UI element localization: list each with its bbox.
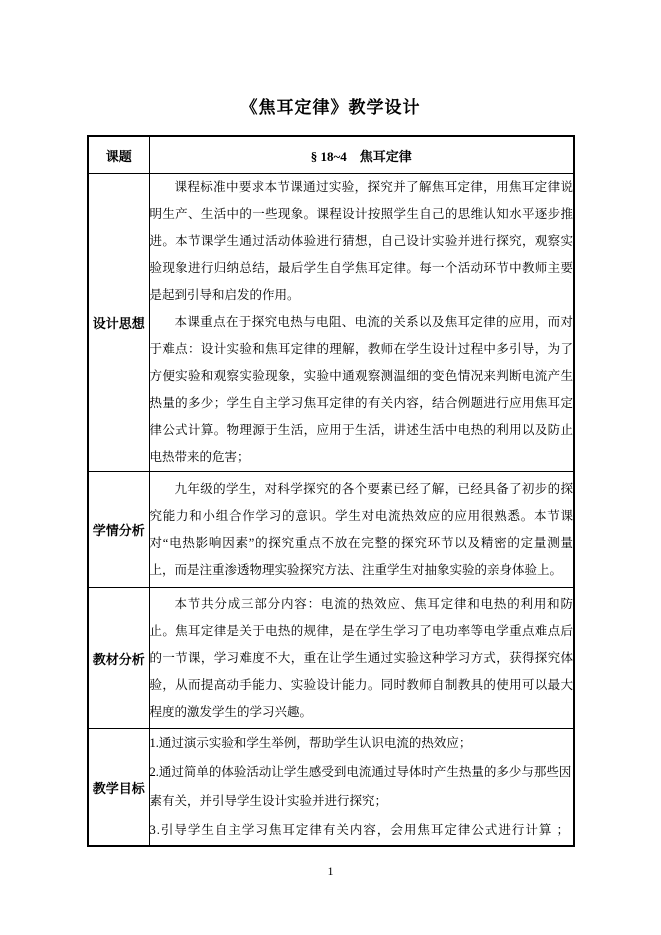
- row-learner-analysis: [88, 472, 574, 588]
- document-title: 《焦耳定律》教学设计: [240, 98, 421, 117]
- row-topic-label: 课题: [88, 136, 149, 174]
- design-philosophy-paragraph-2: 本课重点在于探究电热与电阻、电流的关系以及焦耳定律的应用，而对于难点：设计实验和焦耳定律的理解，教师在学生设计过程中多引导，为了方便实验和观察实验现象，实验中通观察测温细的变色情况来判断电流产生热量的多少；学生自主学习焦耳定律的有关内容，结合例题进行应用焦耳定律公式计算。物理源于生活，应用于生活，讲述生活中电热的利用以及防止电热带来的危害；: [149, 315, 573, 464]
- design-philosophy-content: [149, 174, 574, 472]
- lesson-topic-text: § 18~4 焦耳定律: [310, 148, 412, 164]
- learner-analysis-content: [149, 472, 574, 588]
- row-topic: [88, 136, 574, 174]
- row-design-philosophy-label: 设计思想: [88, 174, 149, 472]
- row-material-analysis-label: 教材分析: [88, 588, 149, 729]
- material-analysis-content: [149, 588, 574, 729]
- material-analysis-paragraph: 本节共分成三部分内容：电流的热效应、焦耳定律和电热的利用和防止。焦耳定律是关于电热的规律，是在学生学习了电功率等电学重点难点后的一节课，学习难度不大，重在让学生通过实验这种学习方式，获得探究体验，从而提高动手能力、实验设计能力。同时教师自制教具的使用可以最大程度的激发学生的学习兴趣。: [149, 596, 573, 719]
- row-teaching-objectives: [88, 729, 574, 847]
- row-teaching-objectives-label: 教学目标: [88, 729, 149, 847]
- teaching-objectives-content: [149, 729, 574, 847]
- row-material-analysis: [88, 588, 574, 729]
- teaching-objective-2: 2.通过简单的体验活动让学生感受到电流通过导体时产生热量的多少与那些因素有关，并引导学生设计实验并进行探究；: [149, 765, 572, 808]
- lesson-plan-table: [87, 135, 575, 847]
- row-design-philosophy: [88, 174, 574, 472]
- teaching-objective-3: 3.引导学生自主学习焦耳定律有关内容，会用焦耳定律公式进行计算 ；: [149, 823, 571, 837]
- row-learner-analysis-label: 学情分析: [88, 472, 149, 588]
- learner-analysis-paragraph: 九年级的学生，对科学探究的各个要素已经了解，已经具备了初步的探究能力和小组合作学习的意识。学生对电流热效应的应用很熟悉。本节课对“电热影响因素”的探究重点不放在完整的探究环节以及精密的定量测量上，而是注重渗透物理实验探究方法、注重学生对抽象实验的亲身体验上。: [149, 481, 573, 577]
- page-number: 1: [327, 864, 334, 878]
- design-philosophy-paragraph-1: 课程标准中要求本节课通过实验，探究并了解焦耳定律，用焦耳定律说明生产、生活中的一些现象。课程设计按照学生自己的思维认知水平逐步推进。本节课学生通过活动体验进行猜想，自己设计实验并进行探究，观察实验现象进行归纳总结，最后学生自学焦耳定律。每一个活动环节中教师主要是起到引导和启发的作用。: [149, 180, 573, 302]
- teaching-objective-1: 1.通过演示实验和学生举例，帮助学生认识电流的热效应；: [149, 736, 472, 750]
